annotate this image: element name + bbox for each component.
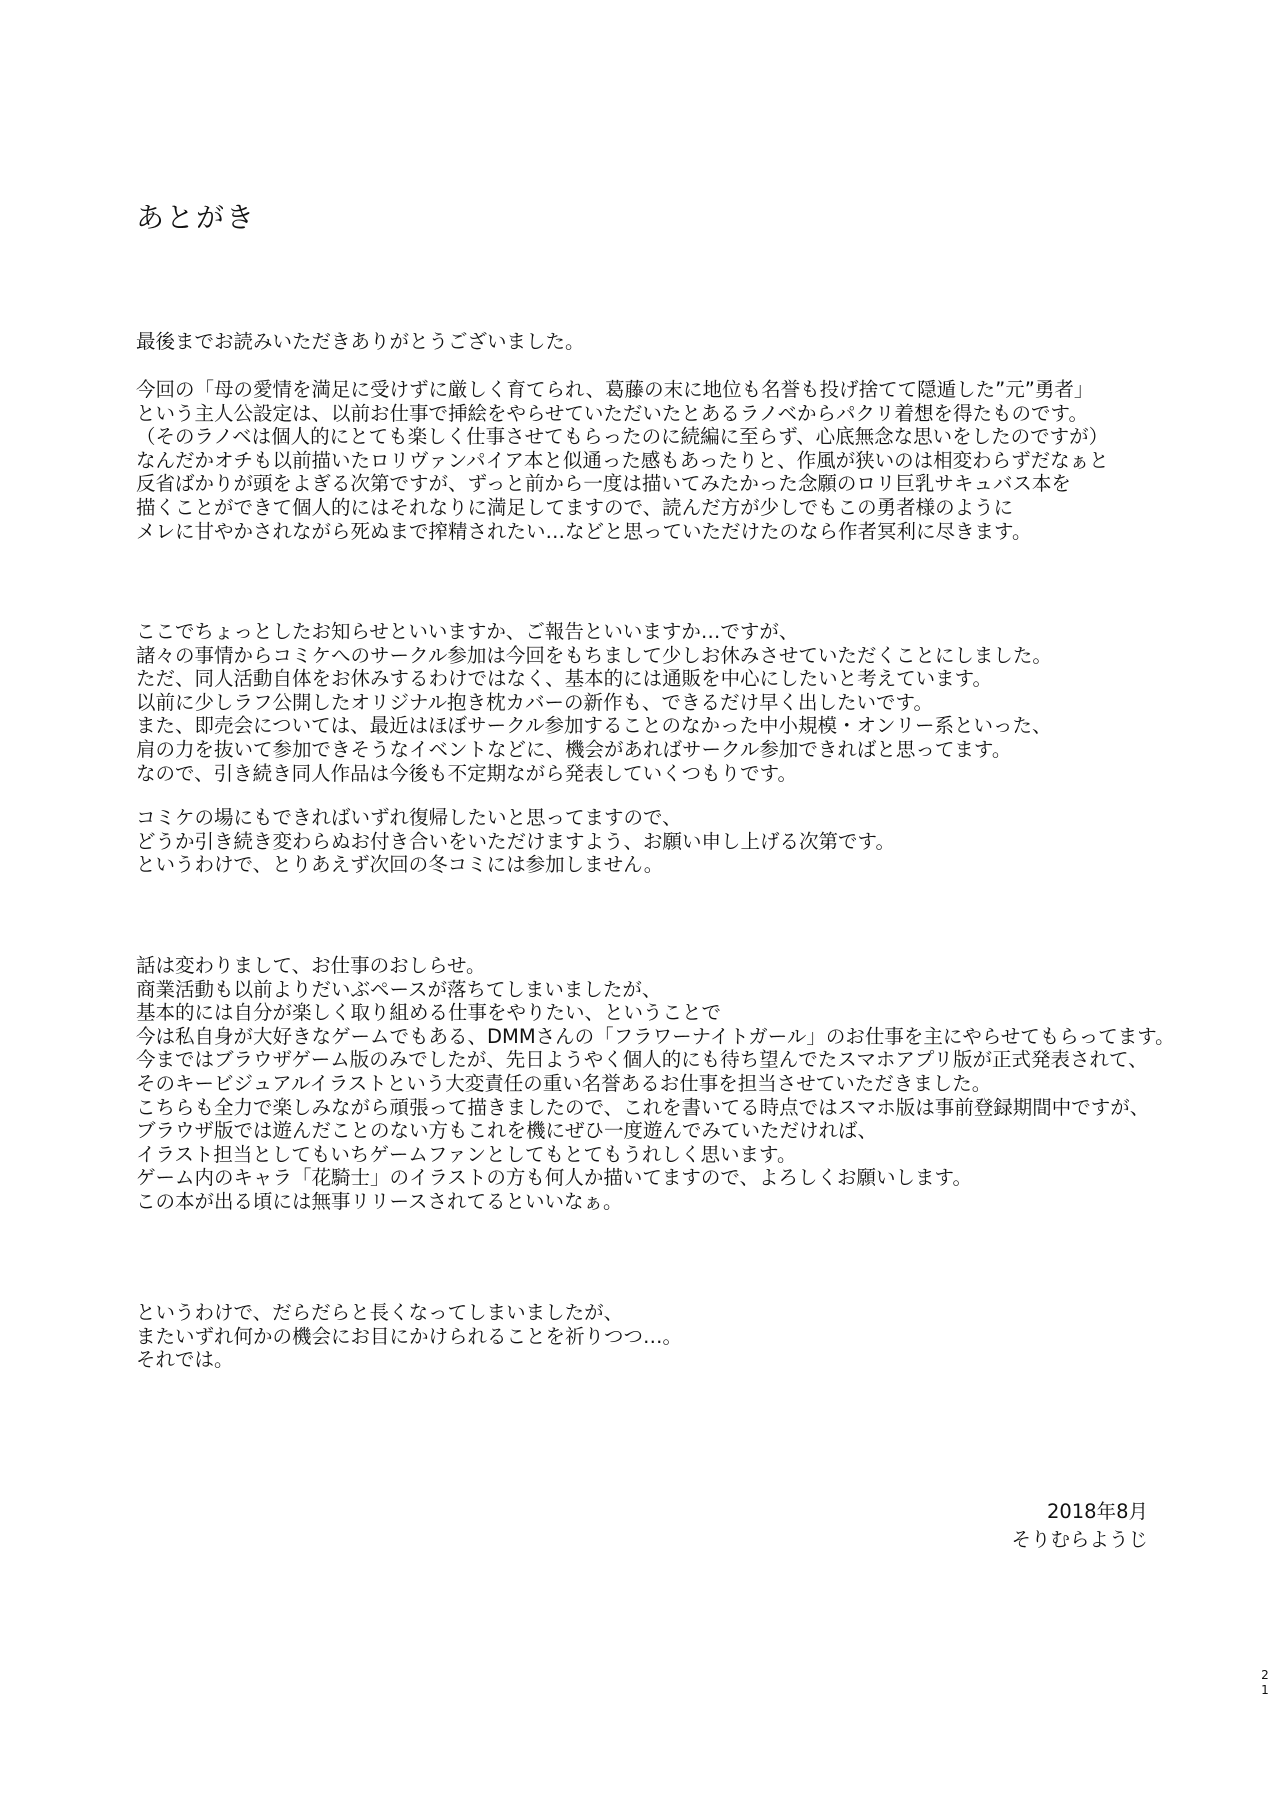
paragraph-thanks (136, 330, 1146, 354)
text-line: というわけで、とりあえず次回の冬コミには参加しません。 (136, 853, 664, 877)
text-line: というわけで、だらだらと長くなってしまいましたが、 (136, 1301, 624, 1324)
text-line: コミケの場にもできればいずれ復帰したいと思ってますので、 (136, 806, 682, 829)
paragraph-comiket (136, 806, 1146, 877)
text-line: 最後までお読みいただきありがとうございました。 (136, 330, 585, 353)
page-number-digit: 1 (1261, 1683, 1269, 1697)
signature-block (1011, 1498, 1148, 1554)
text-line: ブラウザ版では遊んだことのない方もこれを機にぜひ一度遊んでみていただければ、 (136, 1119, 878, 1143)
signature-author: そりむらようじ (1011, 1528, 1148, 1551)
text-line: という主人公設定は、以前お仕事で挿絵をやらせていただいたとあるラノベからパクリ着想を得たものです。 (136, 401, 1088, 425)
text-line: また、即売会については、最近はほぼサークル参加することのなかった中小規模・オンリー系といった、 (136, 714, 1052, 738)
text-line: 今は私自身が大好きなゲームでもある、DMMさんの「フラワーナイトガール」のお仕事を主にやらせてもらってます。 (136, 1024, 1175, 1048)
paragraph-work-news (136, 954, 1175, 1214)
text-line: なので、引き続き同人作品は今後も不定期ながら発表していくつもりです。 (136, 761, 798, 785)
text-line: なんだかオチも以前描いたロリヴァンパイア本と似通った感もあったりと、作風が狭いのは相変わらずだなぁと (136, 448, 1109, 472)
text-line: それでは。 (136, 1348, 234, 1372)
text-line: 今まではブラウザゲーム版のみでしたが、先日ようやく個人的にも待ち望んでたスマホアプリ版が正式発表されて、 (136, 1048, 1148, 1072)
text-line: ここでちょっとしたお知らせといいますか、ご報告といいますか…ですが、 (136, 620, 799, 643)
paragraph-announcement (136, 620, 1146, 785)
text-line: どうか引き続き変わらぬお付き合いをいただけますよう、お願い申し上げる次第です。 (136, 829, 895, 853)
text-line: 肩の力を抜いて参加できそうなイベントなどに、機会があればサークル参加できればと思ってます。 (136, 737, 1012, 761)
paragraph-closing (136, 1301, 1146, 1372)
text-line: 反省ばかりが頭をよぎる次第ですが、ずっと前から一度は描いてみたかった念願のロリ巨乳サキュバス本を (136, 472, 1071, 496)
text-line: 諸々の事情からコミケへのサークル参加は今回をもちまして少しお休みさせていただくことにしました。 (136, 643, 1052, 667)
text-line: 商業活動も以前よりだいぶペースが落ちてしまいましたが、 (136, 977, 662, 1001)
text-line: ただ、同人活動自体をお休みするわけではなく、基本的には通販を中心にしたいと考えています。 (136, 667, 993, 691)
text-line: またいずれ何かの機会にお目にかけられることを祈りつつ…。 (136, 1324, 683, 1348)
signature-date: 2018年8月 (1046, 1500, 1148, 1523)
text-line: 基本的には自分が楽しく取り組める仕事をやりたい、ということで (136, 1001, 722, 1025)
text-line: この本が出る頃には無事リリースされてるといいなぁ。 (136, 1189, 623, 1213)
text-line: イラスト担当としてもいちゲームファンとしてもとてもうれしく思います。 (136, 1142, 797, 1166)
text-line: メレに甘やかされながら死ぬまで搾精されたい…などと思っていただけたのなら作者冥利に尽きます。 (136, 519, 1032, 543)
text-line: 話は変わりまして、お仕事のおしらせ。 (136, 954, 486, 977)
text-line: 以前に少しラフ公開したオリジナル抱き枕カバーの新作も、できるだけ早く出したいです。 (136, 690, 933, 714)
page-number-digit: 2 (1261, 1668, 1269, 1682)
text-line: そのキービジュアルイラストという大変責任の重い名誉あるお仕事を担当させていただきました。 (136, 1071, 992, 1095)
text-line: 今回の「母の愛情を満足に受けずに厳しく育てられ、葛藤の末に地位も名誉も投げ捨てて隠遁した”元”勇者」 (136, 378, 1094, 401)
paragraph-story-notes (136, 378, 1146, 543)
text-line: こちらも全力で楽しみながら頑張って描きましたので、これを書いてる時点ではスマホ版は事前登録期間中ですが、 (136, 1095, 1150, 1119)
page-title: あとがき (136, 201, 257, 234)
text-line: 描くことができて個人的にはそれなりに満足してますので、読んだ方が少しでもこの勇者様のように (136, 495, 1014, 519)
page-number (1260, 1668, 1270, 1698)
text-line: （そのラノベは個人的にとても楽しく仕事させてもらったのに続編に至らず、心底無念な思いをしたのですが） (136, 425, 1109, 449)
text-line: ゲーム内のキャラ「花騎士」のイラストの方も何人か描いてますので、よろしくお願いします。 (136, 1166, 972, 1190)
